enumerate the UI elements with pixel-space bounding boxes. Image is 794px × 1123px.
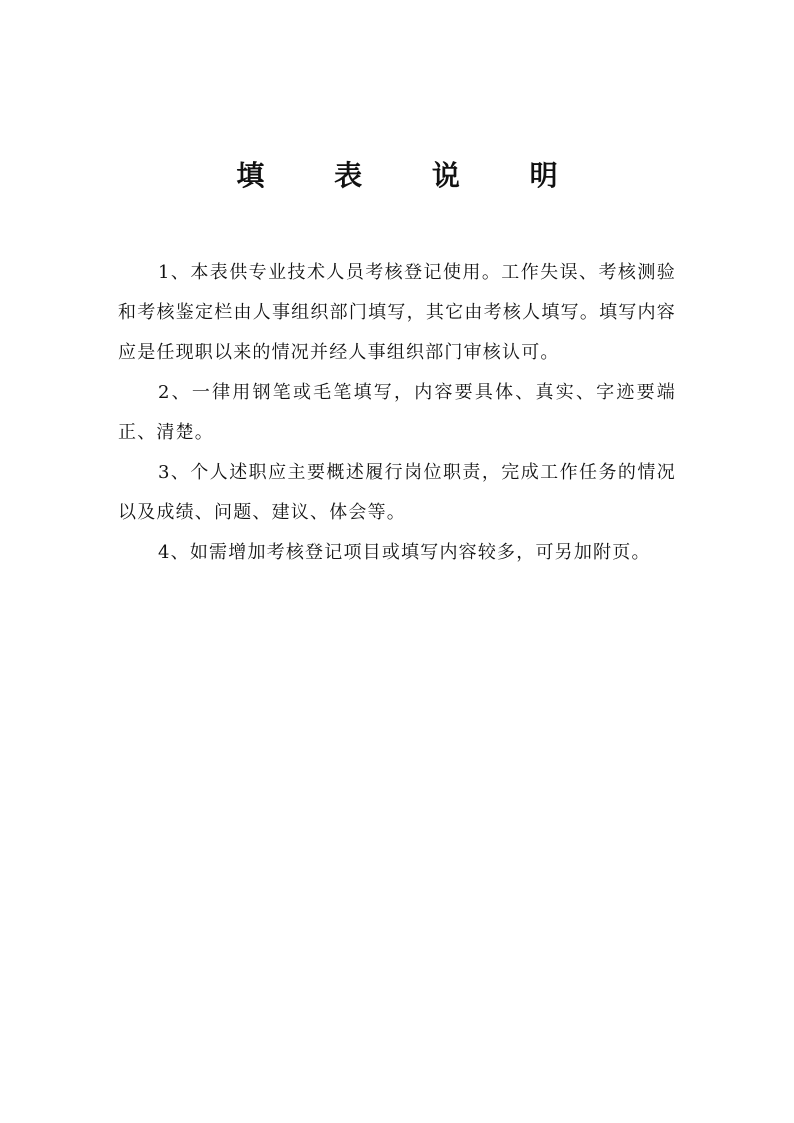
instruction-paragraph-4: 4、如需增加考核登记项目或填写内容较多，可另加附页。 xyxy=(158,542,651,563)
instruction-paragraph-1: 1、本表供专业技术人员考核登记使用。工作失误、考核测验和考核鉴定栏由人事组织部门填写，其它由考核人填写。填写内容应是任现职以来的情况并经人事组织部门审核认可。 xyxy=(118,262,676,363)
instruction-paragraph-3: 3、个人述职应主要概述履行岗位职责，完成工作任务的情况以及成绩、问题、建议、体会等。 xyxy=(118,462,676,523)
instruction-paragraph-2: 2、一律用钢笔或毛笔填写，内容要具体、真实、字迹要端正、清楚。 xyxy=(118,382,676,443)
instructions-body xyxy=(118,253,676,573)
page-title: 填 表 说 明 xyxy=(236,159,588,192)
